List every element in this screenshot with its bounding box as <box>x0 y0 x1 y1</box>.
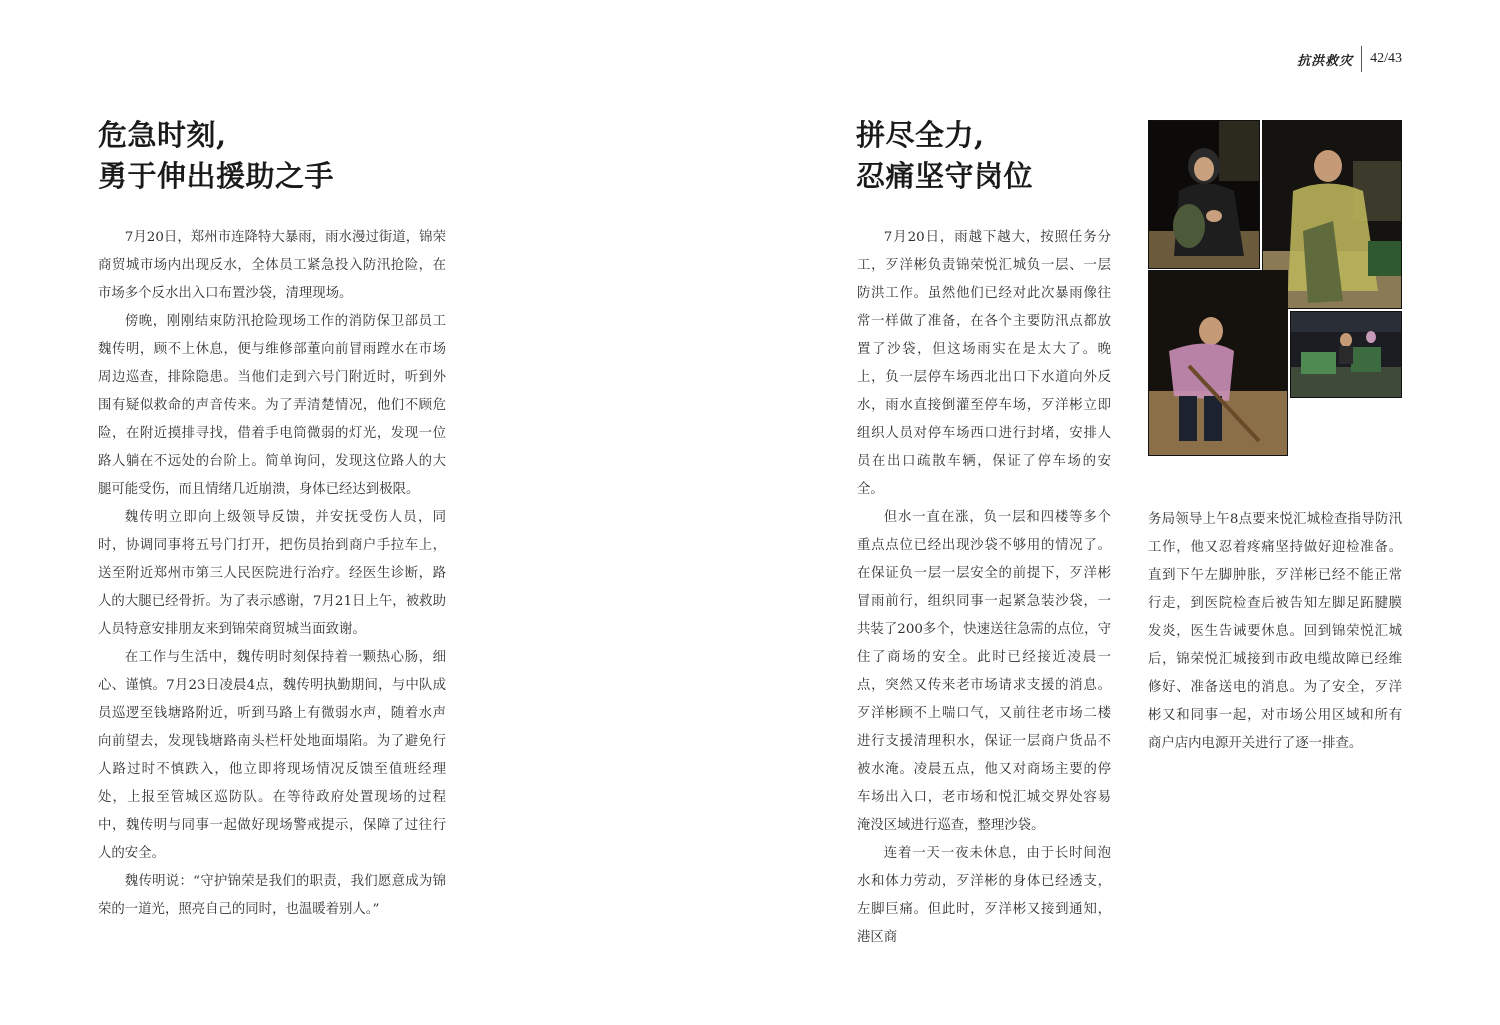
left-paragraph-2: 傍晚，刚刚结束防汛抢险现场工作的消防保卫部员工魏传明，顾不上休息，便与维修部董向前冒雨蹚水在市场周边巡查，排除隐患。当他们走到六号门附近时，听到外围有疑似救命的声音传来。为了弄清楚情况，他们不顾危险，在附近摸排寻找，借着手电筒微弱的灯光，发现一位路人躺在不远处的台阶上。简单询问，发现这位路人的大腿可能受伤，而且情绪几近崩溃，身体已经达到极限。 <box>98 314 446 497</box>
left-paragraph-5: 魏传明说：“守护锦荣是我们的职责，我们愿意成为锦荣的一道光，照亮自己的同时，也温暖着别人。” <box>98 874 446 917</box>
running-header <box>1297 46 1402 72</box>
right-article-title <box>856 115 1033 197</box>
section-label: 抗洪救灾 <box>1297 53 1354 69</box>
header-divider <box>1361 46 1362 72</box>
page-numbers: 42/43 <box>1370 51 1402 66</box>
photo-workers-loading-carts <box>1290 311 1402 398</box>
right-article-body <box>857 224 1111 952</box>
right-paragraph-2: 但水一直在涨，负一层和四楼等多个重点点位已经出现沙袋不够用的情况了。在保证负一层一层安全的前提下，歹洋彬冒雨前行，组织同事一起紧急装沙袋，一共装了200多个，快速送往急需的点位，守住了商场的安全。此时已经接近凌晨一点，突然又传来老市场请求支援的消息。歹洋彬顾不上喘口气，又前往老市场二楼进行支援清理积水，保证一层商户货品不被水淹。凌晨五点，他又对商场主要的停车场出入口，老市场和悦汇城交界处容易淹没区域进行巡查，整理沙袋。 <box>857 510 1111 833</box>
left-article-title <box>98 115 334 197</box>
left-title-line-2: 勇于伸出援助之手 <box>98 159 335 193</box>
right-title-line-2: 忍痛坚守岗位 <box>856 159 1034 193</box>
right-article-continuation <box>1148 506 1402 758</box>
left-paragraph-1: 7月20日，郑州市连降特大暴雨，雨水漫过街道，锦荣商贸城市场内出现反水，全体员工紧急投入防汛抢险，在市场多个反水出入口布置沙袋，清理现场。 <box>98 230 446 301</box>
right-paragraph-1: 7月20日，雨越下越大，按照任务分工，歹洋彬负责锦荣悦汇城负一层、一层防洪工作。虽然他们已经对此次暴雨像往常一样做了准备，在各个主要防汛点都放置了沙袋，但这场雨实在是太大了。晚上，负一层停车场西北出口下水道向外反水，雨水直接倒灌至停车场，歹洋彬立即组织人员对停车场西口进行封堵，安排人员在出口疏散车辆，保证了停车场的安全。 <box>857 230 1111 497</box>
right-title-line-1: 拼尽全力, <box>856 118 985 152</box>
right-paragraph-3: 连着一天一夜未休息，由于长时间泡水和体力劳动，歹洋彬的身体已经透支，左脚巨痛。但此时，歹洋彬又接到通知，港区商 <box>857 846 1111 945</box>
left-title-line-1: 危急时刻, <box>98 118 227 152</box>
left-paragraph-3: 魏传明立即向上级领导反馈，并安抚受伤人员，同时，协调同事将五号门打开，把伤员抬到商户手拉车上，送至附近郑州市第三人民医院进行治疗。经医生诊断，路人的大腿已经骨折。为了表示感谢，7月21日上午，被救助人员特意安排朋友来到锦荣商贸城当面致谢。 <box>98 510 446 637</box>
right-paragraph-continuation: 务局领导上午8点要来悦汇城检查指导防汛工作，他又忍着疼痛坚持做好迎检准备。直到下午左脚肿胀，歹洋彬已经不能正常行走，到医院检查后被告知左脚足跖腱膜发炎，医生告诫要休息。回到锦荣悦汇城后，锦荣悦汇城接到市政电缆故障已经维修好、准备送电的消息。为了安全，歹洋彬又和同事一起，对市场公用区域和所有商户店内电源开关进行了逐一排查。 <box>1148 512 1402 751</box>
left-paragraph-4: 在工作与生活中，魏传明时刻保持着一颗热心肠，细心、谨慎。7月23日凌晨4点，魏传明执勤期间，与中队成员巡逻至钱塘路附近，听到马路上有微弱水声，随着水声向前望去，发现钱塘路南头栏杆处地面塌陷。为了避免行人路过时不慎跌入，他立即将现场情况反馈至值班经理处，上报至管城区巡防队。在等待政府处置现场的过程中，魏传明与同事一起做好现场警戒提示，保障了过往行人的安全。 <box>98 650 446 861</box>
left-article-body <box>98 224 446 924</box>
photo-worker-black-raincoat <box>1148 120 1260 269</box>
photo-worker-pink-raincoat-shoveling <box>1148 270 1288 456</box>
